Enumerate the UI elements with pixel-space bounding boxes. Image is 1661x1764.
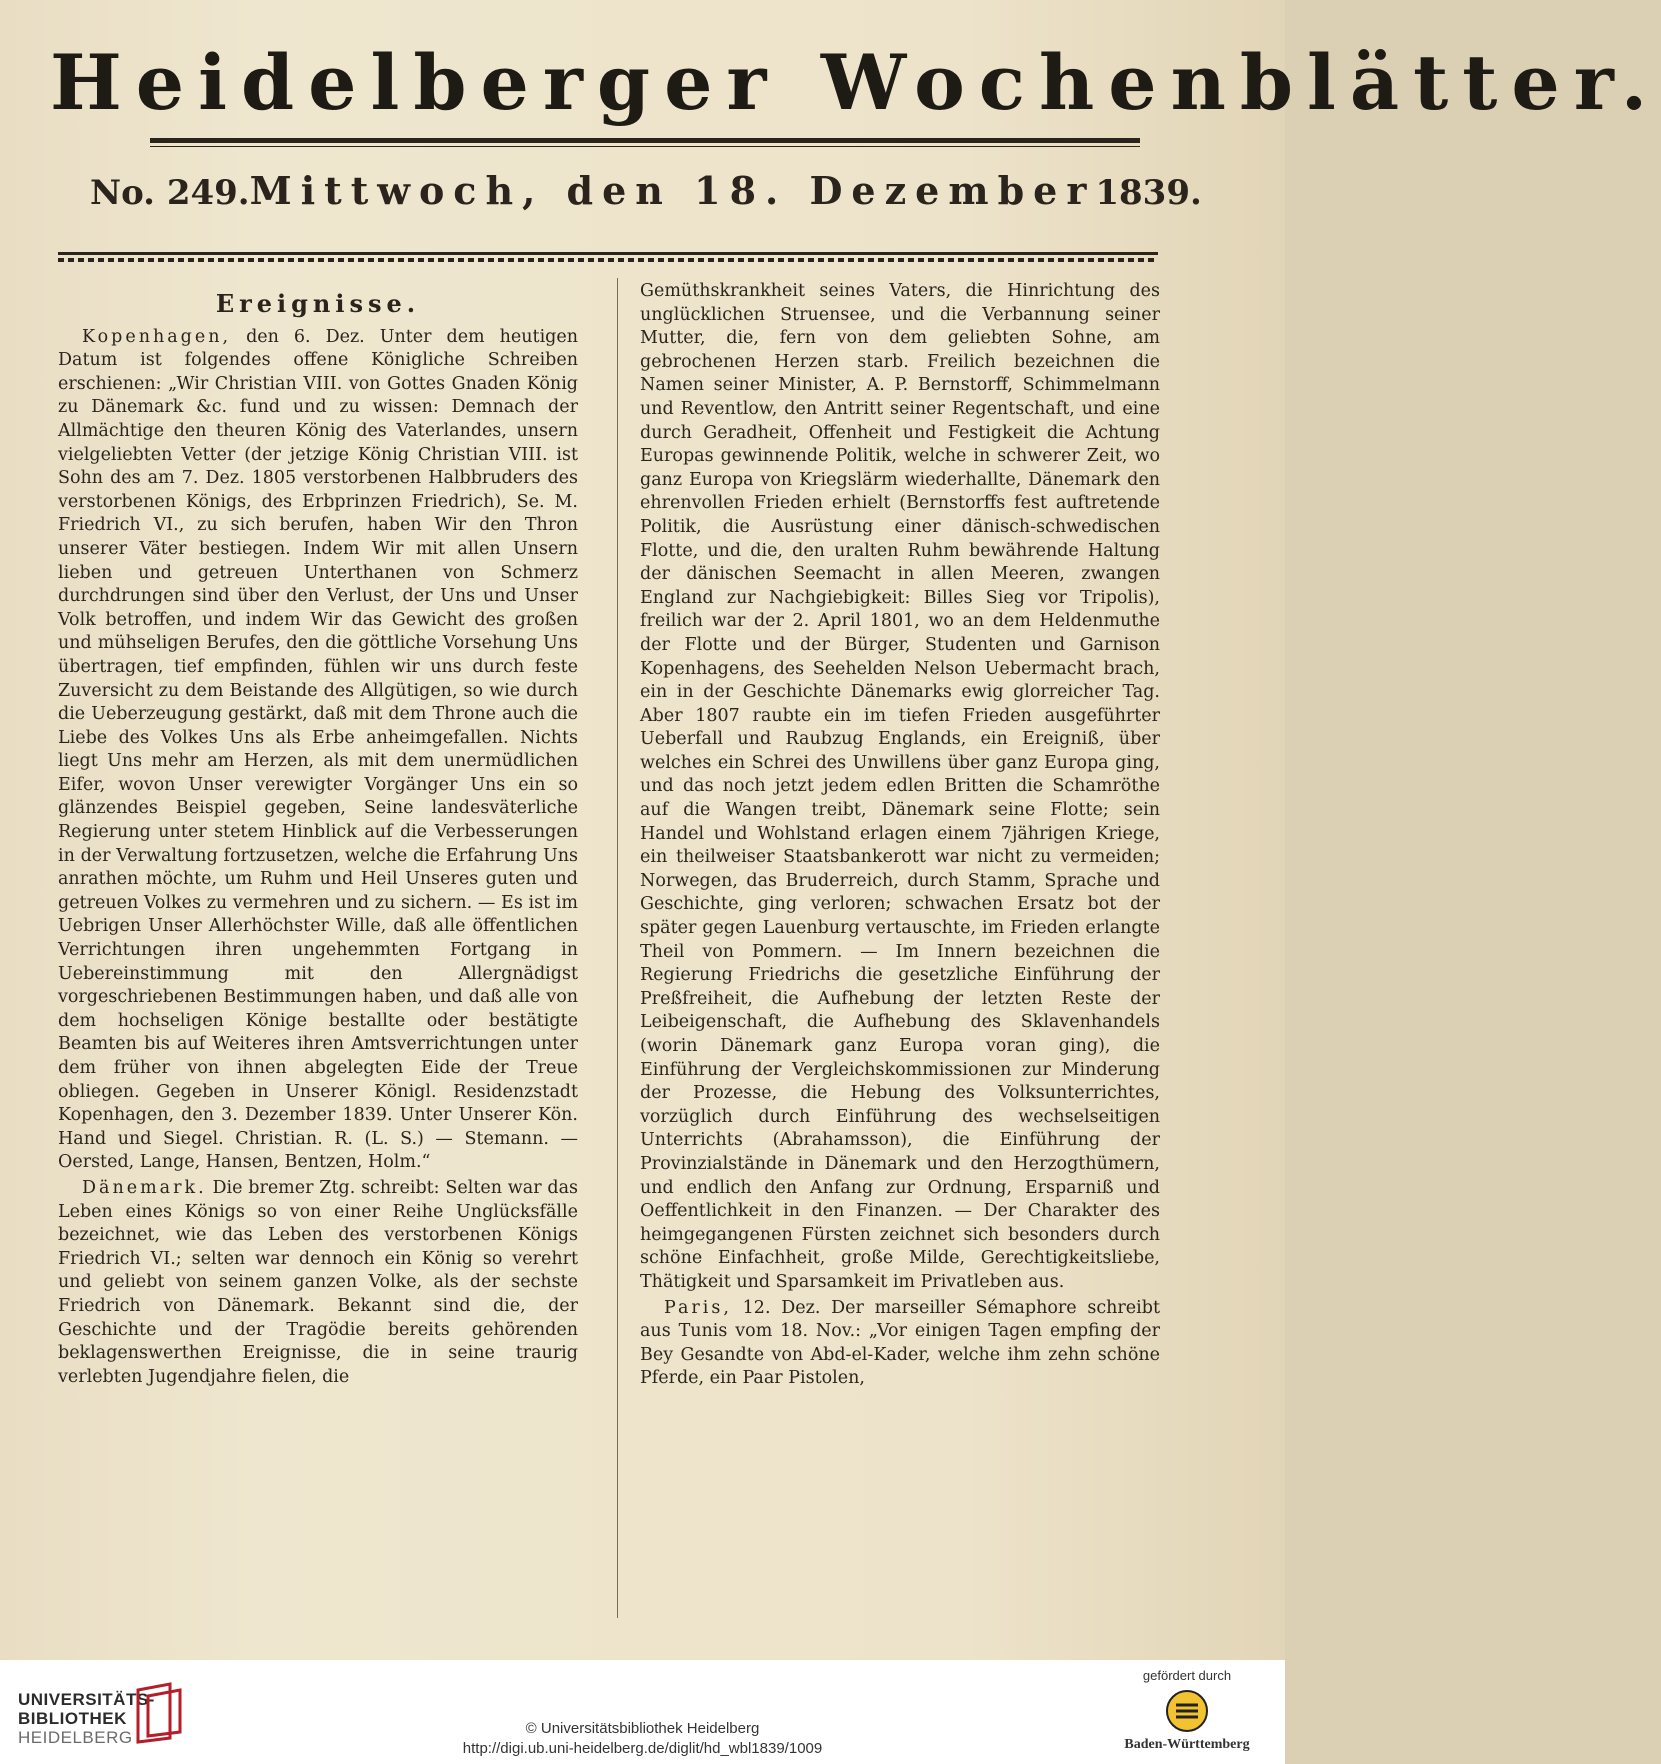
masthead-rule [150,138,1140,143]
article-daenemark-continued [640,280,1160,1295]
library-name-line3: HEIDELBERG [18,1728,133,1747]
left-column [58,280,578,1391]
article-body: den 6. Dez. Unter dem heutigen Datum ist folgendes offene Königliche Schreiben erschienen: „Wir Christian VIII. von Gottes Gnaden König zu Dänemark &c. fund und zu wissen: Demnach der Allmächtige den theuren König des Vaterlandes, unsern vielgeliebten Vetter (der jetzige König Christian VIII. ist Sohn des am 7. Dez. 1805 verstorbenen Halbbruders des verstorbenen Königs, des Erbprinzen Friedrich), Se. M. Friedrich VI., zu sich berufen, haben Wir den Thron unserer Väter bestiegen. Indem Wir mit allen Unsern lieben und getreuen Unterthanen von Schmerz durchdrungen sind über den Verlust, der Uns und Unser Volk betroffen, und indem Wir das Gewicht des großen und mühseligen Berufes, den die göttliche Vorsehung Uns übertragen, tief empfinden, fühlen wir uns durch feste Zuversicht zu dem Beistande des Allgütigen, so wie durch die Ueberzeugung gestärkt, daß mit dem Throne auch die Liebe des Volkes Uns als Erbe anheimgefallen. Nichts liegt Uns mehr am Herzen, als mit dem unermüdlichen Eifer, wovon Unser verewigter Vorgänger Uns ein so glänzendes Beispiel gegeben, Seine landesväterliche Regierung unter stetem Hinblick auf die Verbesserungen in der Verwaltung fortzusetzen, welche die Erfahrung Uns anrathen möchte, um Ruhm und Heil Unseres guten und getreuen Volkes zu vermehren und zu sichern. — Es ist im Uebrigen Unser Allerhöchster Wille, daß alle öffentlichen Verrichtungen ihren ungehemmten Fortgang in Uebereinstimmung mit den Allergnädigst vorgeschriebenen Bestimmungen haben, und daß alle von dem hochseligen Könige bestallte oder bestätigte Beamten bis auf Weiteres ihren Amtsverrichtungen unter dem früher von ihnen abgelegten Eide der Treue obliegen. Gegeben in Unserer Königl. Residenzstadt Kopenhagen, den 3. Dezember 1839. Unter Unserer Kön. Hand und Siegel. Christian. R. (L. S.) — Stemann. — Oersted, Lange, Hansen, Bentzen, Holm.“ [58,326,578,1173]
article-daenemark [58,1177,578,1389]
right-column [640,280,1160,1393]
masthead-title: Heidelberger Wochenblätter. [50,38,1661,127]
section-title: Ereignisse. [215,289,421,318]
issue-date: Mittwoch, den 18. Dezember [249,168,1096,213]
header-divider [58,252,1158,255]
article-body: Die bremer Ztg. schreibt: Selten war das Leben eines Königs so von einer Reihe Unglücksfälle bezeichnet, wie das Leben des verstorbenen Königs Friedrich VI.; selten war dennoch ein König so verehrt und geliebt von seinem ganzen Volke, als der sechste Friedrich von Dänemark. Bekannt sind die, der Geschichte und der Tragödie bereits gehörenden beklagenswerthen Ereignisse, die in seine traurig verlebten Jugendjahre fielen, die [58,1177,578,1387]
article-body: 12. Dez. Der marseiller Sémaphore schreibt aus Tunis vom 18. Nov.: „Vor einigen Tagen empfing der Bey Gesandte von Abd-el-Kader, welche ihm zehn schöne Pferde, ein Paar Pistolen, [640,1297,1160,1389]
article-paris [640,1297,1160,1391]
sponsor-block [1107,1668,1267,1753]
library-name-line1: UNIVERSITÄTS- [18,1690,155,1709]
issue-year: 1839. [1095,173,1202,213]
sponsor-label: gefördert durch [1142,1668,1232,1683]
issue-number: No. 249. [90,173,250,213]
sponsor-name: Baden-Württemberg [1124,1737,1250,1752]
article-body: Gemüthskrankheit seines Vaters, die Hinrichtung des unglücklichen Struensee, und die Verbannung seiner Mutter, die, fern von dem geliebten Sohne, am gebrochenen Herzen starb. Freilich bezeichnen die Namen seiner Minister, A. P. Bernstorff, Schimmelmann und Reventlow, den Antritt seiner Regentschaft, und eine durch Geradheit, Offenheit und Festigkeit die Achtung Europas gewinnende Politik, welche in schwerer Zeit, wo ganz Europa von Kriegslärm wiederhallte, Dänemark den ehrenvollen Frieden erhielt (Bernstorffs fest auftretende Politik, die Ausrüstung einer dänisch-schwedischen Flotte, und die, den uralten Ruhm bewährende Haltung der dänischen Seemacht in allen Meeren, zwangen England zur Nachgiebigkeit: Billes Sieg vor Tripolis), freilich war der 2. April 1801, wo an dem Heldenmuthe der Flotte und der Bürger, Studenten und Garnison Kopenhagens, des Seehelden Nelson Uebermacht brach, ein in der Geschichte Dänemarks ewig glorreicher Tag. Aber 1807 raubte ein im tiefen Frieden ausgeführter Ueberfall und Raubzug Englands, ein Ereigniß, über welches ein Schrei des Unwillens über ganz Europa ging, und das noch jetzt jedem edlen Britten die Schamröthe auf die Wangen treibt, Dänemark seine Flotte; sein Handel und Wohlstand erlagen einem 7jährigen Kriege, ein theilweiser Staatsbankerott war nicht zu vermeiden; Norwegen, das Bruderreich, durch Stamm, Sprache und Geschichte, ging verloren; schwachen Ersatz bot der später gegen Lauenburg vertauschte, im Frieden erlangte Theil von Pommern. — Im Innern bezeichnen die Regierung Friedrichs die gesetzliche Einführung der Preßfreiheit, die Aufhebung der letzten Reste der Leibeigenschaft, die Aufhebung des Sklavenhandels (worin Dänemark ganz Europa voran ging), die Einführung der Vergleichskommissionen zur Minderung der Prozesse, die Hebung des Volksunterrichtes, vorzüglich durch Einführung des wechselseitigen Unterrichts (Abrahamsson), die Einführung der Provinzialstände in Dänemark und den Herzogthümern, und endlich den Anfang zur Ordnung, Ersparniß und Oeffentlichkeit in den Finanzen. — Der Charakter des heimgegangenen Fürsten zeichnet sich besonders durch schöne Einfachheit, große Milde, Gerechtigkeitsliebe, Thätigkeit und Sparsamkeit im Privatleben aus. [640,281,1160,1292]
article-place: Dänemark. [82,1177,207,1198]
permalink[interactable]: http://digi.ub.uni-heidelberg.de/diglit/hd_wbl1839/1009 [462,1740,823,1757]
masthead-rule-thin [150,146,1140,147]
viewer-footer [0,1660,1285,1764]
article-kopenhagen [58,326,578,1175]
dateline [90,168,1202,228]
column-divider [617,278,618,1618]
header-divider-ornament [58,258,1158,262]
article-place: Kopenhagen, [82,326,232,347]
copyright-notice: © Universitätsbibliothek Heidelberg [525,1720,760,1737]
article-place: Paris, [664,1297,732,1318]
state-seal-icon [1165,1689,1209,1733]
library-name-line2: BIBLIOTHEK [18,1709,127,1728]
